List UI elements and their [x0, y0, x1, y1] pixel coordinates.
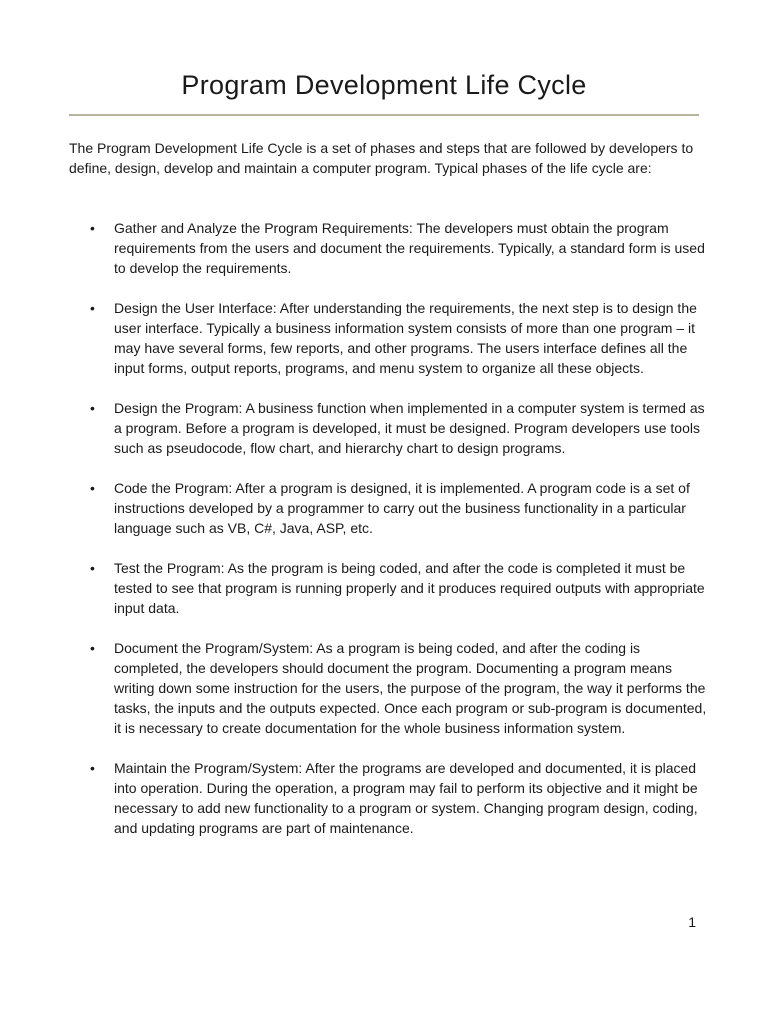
title-divider: [69, 114, 699, 116]
list-item-text: Gather and Analyze the Program Requirements: The developers must obtain the program requirements from the users and document the requirements. Typically, a standard form is used to develop the requirements.: [114, 220, 705, 276]
bullet-icon: •: [90, 400, 95, 416]
list-item: [69, 558, 709, 618]
phase-list: [69, 218, 709, 858]
list-item-text: Design the User Interface: After understanding the requirements, the next step is to design the user interface. Typically a business information system consists of more than one program – it may have several forms, few reports, and other programs. The users interface defines all the input forms, output reports, programs, and menu system to organize all these objects.: [114, 300, 697, 376]
bullet-icon: •: [90, 560, 95, 576]
list-item-text: Test the Program: As the program is being coded, and after the code is completed it must be tested to see that program is running properly and it produces required outputs with appropriate input data.: [114, 560, 705, 616]
list-item-text: Maintain the Program/System: After the programs are developed and documented, it is placed into operation. During the operation, a program may fail to perform its objective and it might be necessary to add new functionality to a program or system. Changing program design, coding, and updating programs are part of maintenance.: [114, 760, 698, 836]
page-title: Program Development Life Cycle: [181, 70, 587, 100]
list-item: [69, 398, 709, 458]
list-item: [69, 638, 709, 738]
list-item: [69, 758, 709, 838]
bullet-icon: •: [90, 480, 95, 496]
list-item-text: Document the Program/System: As a program is being coded, and after the coding is completed, the developers should document the program. Documenting a program means writing down some instruction for the users, the purpose of the program, the way it performs the tasks, the inputs and the outputs expected. Once each program or sub-program is documented, it is necessary to create documentation for the whole business information system.: [114, 640, 707, 736]
list-item-text: Design the Program: A business function when implemented in a computer system is termed as a program. Before a program is developed, it must be designed. Program developers use tools such as pseudocode, flow chart, and hierarchy chart to design programs.: [114, 400, 705, 456]
list-item-text: Code the Program: After a program is designed, it is implemented. A program code is a set of instructions developed by a programmer to carry out the business functionality in a particular language such as VB, C#, Java, ASP, etc.: [114, 480, 690, 536]
bullet-icon: •: [90, 220, 95, 236]
bullet-icon: •: [90, 300, 95, 316]
intro-paragraph: The Program Development Life Cycle is a set of phases and steps that are followed by developers to define, design, develop and maintain a computer program. Typical phases of the life cycle are:: [69, 140, 694, 176]
bullet-icon: •: [90, 640, 95, 656]
list-item: [69, 298, 709, 378]
bullet-icon: •: [90, 760, 95, 776]
list-item: [69, 218, 709, 278]
page-number: 1: [688, 914, 696, 930]
list-item: [69, 478, 709, 538]
